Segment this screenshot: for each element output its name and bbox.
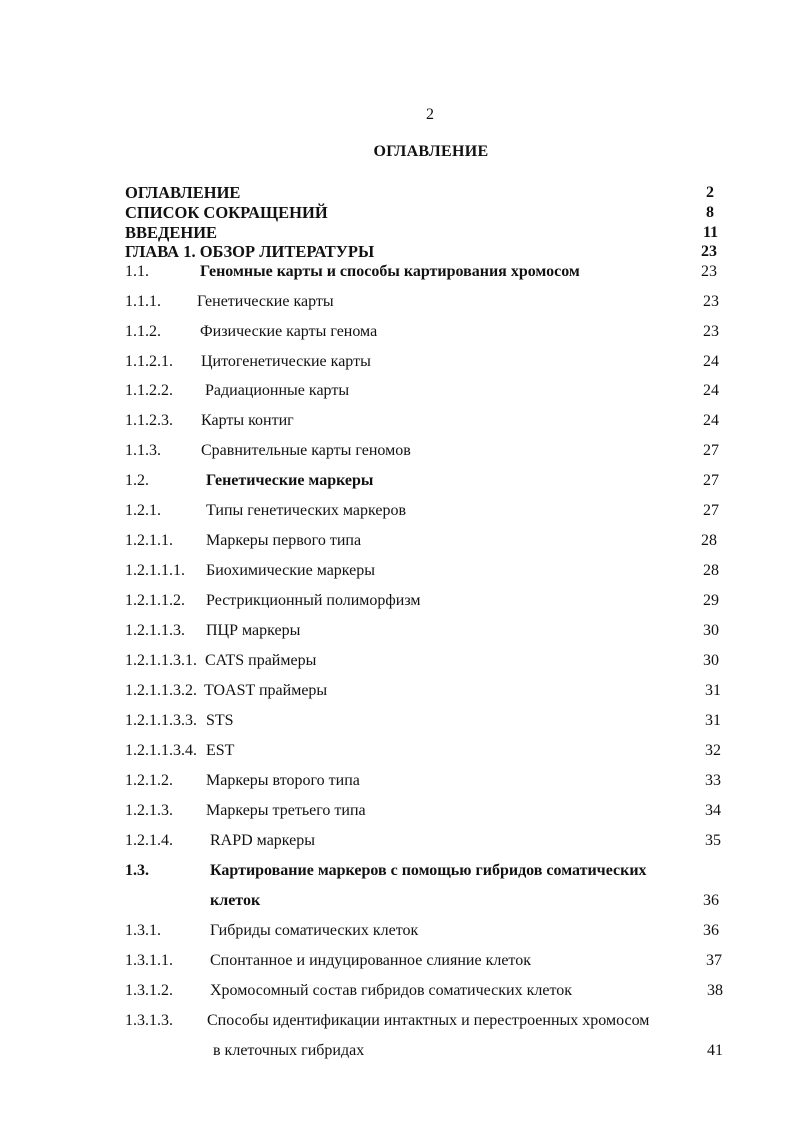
toc-entry [0, 620, 793, 642]
toc-entry-text: Биохимические маркеры [206, 562, 376, 579]
toc-heading [0, 182, 793, 204]
toc-entry-number: 1.2.1.1.3.3. [125, 712, 197, 729]
toc-heading-text: СПИСОК СОКРАЩЕНИЙ [125, 203, 328, 222]
toc-entry-page: 41 [707, 1042, 723, 1059]
toc-entry-number: 1.3.1.1. [125, 952, 173, 969]
toc-entry-number: 1.1.2.1. [125, 353, 173, 370]
toc-entry [0, 410, 793, 432]
toc-entry-number: 1.1. [125, 263, 149, 280]
toc-entry-text: Маркеры второго типа [206, 772, 360, 789]
toc-entry [0, 1040, 793, 1062]
toc-entry-page: 35 [705, 832, 721, 849]
toc-entry-page: 31 [705, 712, 721, 729]
toc-entry-text: CATS праймеры [205, 652, 317, 669]
toc-entry-page: 24 [703, 412, 719, 429]
toc-heading [0, 241, 793, 263]
toc-entry-page: 30 [703, 652, 719, 669]
toc-entry-text: TOAST праймеры [204, 682, 328, 699]
toc-entry-page: 36 [703, 892, 719, 909]
toc-entry-number: 1.2.1.3. [125, 802, 173, 819]
toc-entry [0, 770, 793, 792]
toc-heading [0, 202, 793, 224]
toc-heading-text: ВВЕДЕНИЕ [125, 223, 218, 242]
toc-entry-number: 1.3.1.2. [125, 982, 173, 999]
toc-entry-page: 36 [703, 922, 719, 939]
toc-entry-number: 1.2.1.4. [125, 832, 173, 849]
toc-entry-text: Генетические маркеры [206, 472, 374, 489]
toc-entry-number: 1.1.2. [125, 323, 161, 340]
toc-entry-text: Картирование маркеров с помощью гибридов соматических [210, 862, 647, 879]
toc-entry-text: ПЦР маркеры [206, 622, 301, 639]
toc-entry-number: 1.3.1. [125, 922, 161, 939]
toc-entry [0, 321, 793, 343]
toc-entry [0, 380, 793, 402]
toc-entry [0, 291, 793, 313]
toc-entry-page: 32 [705, 742, 721, 759]
toc-entry [0, 980, 793, 1002]
toc-entry-number: 1.2.1.2. [125, 772, 173, 789]
toc-entry-text: Рестрикционный полиморфизм [206, 592, 421, 609]
toc-entry-number: 1.2.1.1. [125, 532, 173, 549]
toc-heading-page: 11 [703, 224, 719, 241]
toc-entry-page: 23 [703, 293, 719, 310]
toc-entry-number: 1.3.1.3. [125, 1012, 173, 1029]
toc-entry-text: Маркеры третьего типа [206, 802, 366, 819]
toc-entry-text: в клеточных гибридах [213, 1042, 365, 1059]
toc-entry-page: 37 [706, 952, 722, 969]
toc-entry [0, 830, 793, 852]
toc-entry [0, 920, 793, 942]
toc-entry [0, 500, 793, 522]
toc-entry-text: RAPD маркеры [210, 832, 316, 849]
toc-entry [0, 710, 793, 732]
toc-entry-number: 1.2.1.1.3. [125, 622, 185, 639]
toc-entry-number: 1.2.1.1.1. [125, 562, 185, 579]
toc-entry-number: 1.2.1. [125, 502, 161, 519]
toc-entry [0, 890, 793, 912]
toc-entry-number: 1.1.2.3. [125, 412, 173, 429]
toc-entry-page: 23 [703, 323, 719, 340]
toc-entry-page: 28 [701, 532, 717, 549]
toc-entry-text: клеток [210, 892, 261, 909]
toc-entry-page: 24 [703, 382, 719, 399]
page-title: ОГЛАВЛЕНИЕ [373, 143, 489, 160]
toc-entry [0, 351, 793, 373]
toc-entry-text: Спонтанное и индуцированное слияние клеток [210, 952, 531, 969]
toc-entry-page: 27 [703, 472, 719, 489]
toc-entry [0, 530, 793, 552]
toc-entry-text: Гибриды соматических клеток [210, 922, 419, 939]
toc-heading-text: ГЛАВА 1. ОБЗОР ЛИТЕРАТУРЫ [125, 242, 375, 261]
toc-entry-number: 1.2.1.1.3.2. [125, 682, 197, 699]
toc-entry-page: 27 [703, 502, 719, 519]
toc-entry-page: 30 [703, 622, 719, 639]
toc-entry-page: 34 [705, 802, 721, 819]
toc-entry-text: Типы генетических маркеров [206, 502, 407, 519]
toc-entry [0, 650, 793, 672]
toc-entry-text: Геномные карты и способы картирования хромосом [200, 263, 580, 280]
toc-entry-text: Маркеры первого типа [206, 532, 362, 549]
toc-entry [0, 680, 793, 702]
toc-entry-number: 1.2.1.1.3.1. [125, 652, 197, 669]
toc-entry [0, 261, 793, 283]
toc-entry-text: STS [206, 712, 234, 729]
toc-heading-text: ОГЛАВЛЕНИЕ [125, 183, 241, 202]
toc-entry [0, 440, 793, 462]
toc-entry-text: Карты контиг [201, 412, 294, 429]
toc-entry-number: 1.2.1.1.2. [125, 592, 185, 609]
toc-entry-text: Хромосомный состав гибридов соматических клеток [210, 982, 572, 999]
toc-entry-page: 29 [703, 592, 719, 609]
toc-entry [0, 800, 793, 822]
toc-entry-page: 27 [703, 442, 719, 459]
toc-entry-number: 1.1.2.2. [125, 382, 173, 399]
toc-entry [0, 860, 793, 882]
toc-entry-page: 33 [705, 772, 721, 789]
toc-entry-text: Физические карты генома [200, 323, 378, 340]
toc-entry-page: 23 [701, 263, 717, 280]
toc-entry [0, 560, 793, 582]
toc-entry-text: Генетические карты [197, 293, 334, 310]
toc-entry-number: 1.1.1. [125, 293, 161, 310]
toc-entry-number: 1.3. [125, 862, 149, 879]
toc-entry-number: 1.2. [125, 472, 149, 489]
toc-entry-page: 28 [703, 562, 719, 579]
toc-entry [0, 590, 793, 612]
toc-entry-number: 1.1.3. [125, 442, 161, 459]
toc-heading-page: 8 [706, 204, 714, 221]
toc-entry-page: 38 [707, 982, 723, 999]
toc-entry-text: Сравнительные карты геномов [201, 442, 411, 459]
toc-entry-text: Цитогенетические карты [201, 353, 371, 370]
toc-entry-text: Радиационные карты [205, 382, 350, 399]
toc-heading-page: 2 [706, 184, 714, 201]
toc-entry [0, 740, 793, 762]
toc-heading-page: 23 [701, 243, 717, 260]
toc-entry [0, 470, 793, 492]
toc-entry-number: 1.2.1.1.3.4. [125, 742, 197, 759]
toc-entry [0, 1010, 793, 1032]
page-number: 2 [426, 106, 434, 123]
toc-entry-text: EST [206, 742, 235, 759]
toc-entry-text: Способы идентификации интактных и перестроенных хромосом [207, 1012, 650, 1029]
toc-entry [0, 950, 793, 972]
toc-entry-page: 24 [703, 353, 719, 370]
toc-entry-page: 31 [705, 682, 721, 699]
